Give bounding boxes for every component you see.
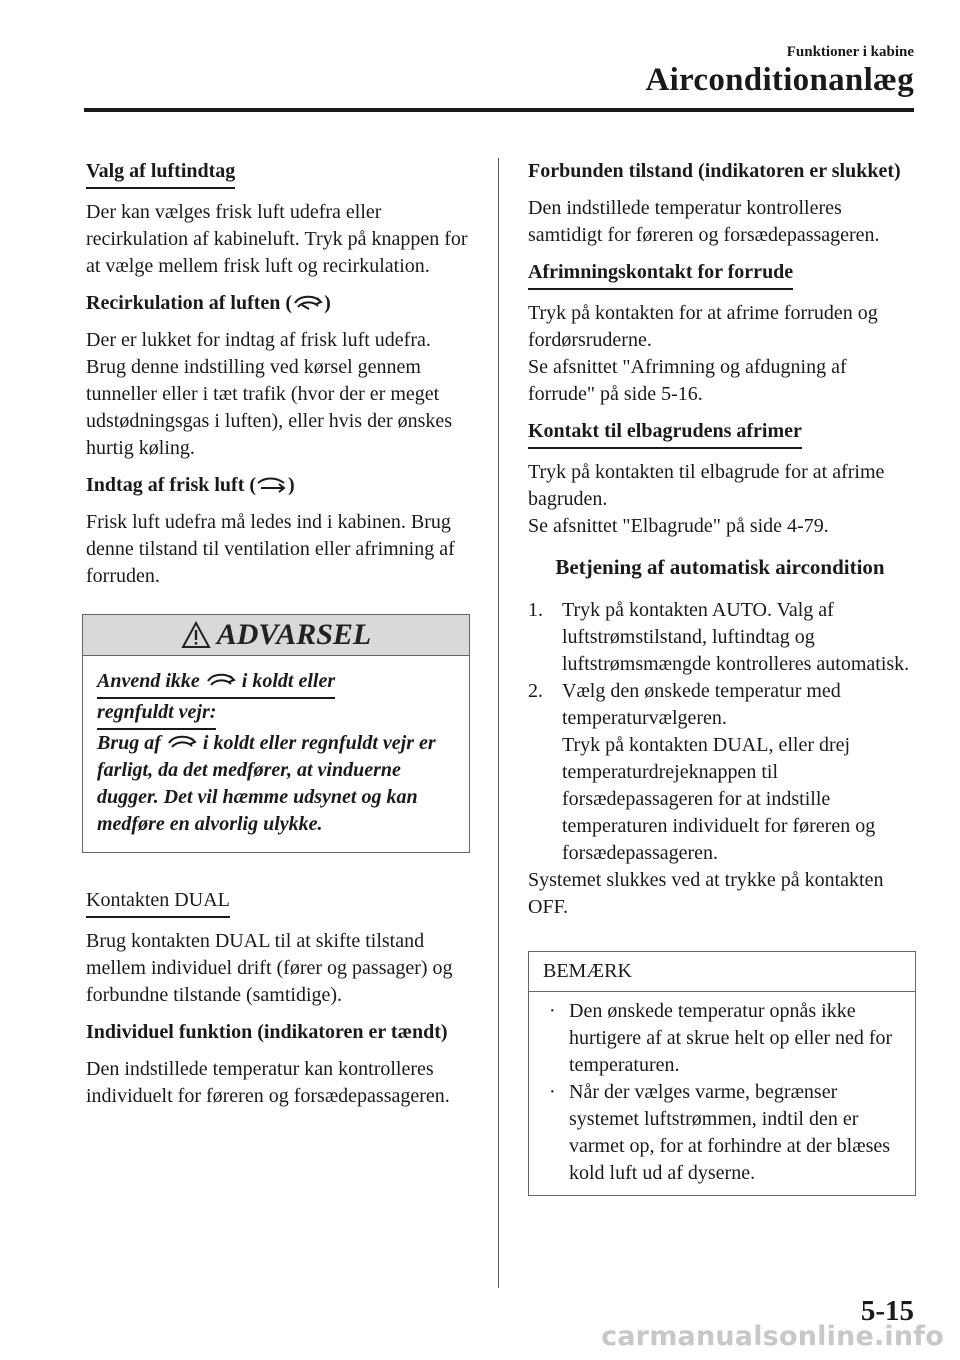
- heading-kontakten-dual: Kontakten DUAL: [86, 887, 470, 918]
- header-rule: [84, 108, 914, 112]
- paragraph-off: Systemet slukkes ved at trykke på kontakten OFF.: [528, 869, 884, 918]
- left-column: [86, 158, 470, 1120]
- warning-box: [82, 614, 470, 853]
- paragraph-recirkulation: Der er lukket for indtag af frisk luft udefra. Brug denne indstilling ved kørsel gennem tunneller eller i tæt trafik (hvor der er meget udstødningsgas i luften), eller hvis der ønskes hurtig køling.: [86, 329, 453, 459]
- paragraph-elbagrude-1: Tryk på kontakten til elbagrude for at afrime bagruden.: [528, 461, 885, 510]
- paragraph-individuel: Den indstillede temperatur kan kontrolleres individuelt for føreren og forsædepassageren.: [86, 1058, 450, 1107]
- warning-triangle-icon: [181, 621, 211, 649]
- column-divider: [498, 158, 499, 1288]
- page-number: 5-15: [860, 1295, 914, 1327]
- note-body: [529, 992, 915, 1195]
- page-title: Airconditionanlæg: [645, 62, 914, 98]
- right-column: [528, 158, 912, 1196]
- recirculation-icon: [205, 671, 237, 689]
- heading-elbagrude: Kontakt til elbagrudens afrimer: [528, 418, 912, 449]
- heading-individuel: Individuel funktion (indikatoren er tændt): [86, 1021, 448, 1043]
- heading-forbunden: Forbunden tilstand (indikatoren er slukket): [528, 160, 901, 182]
- warning-body: Anvend ikke i koldt eller regnfuldt vejr: Brug af i koldt eller regnfuldt vejr er farligt, da det medfører, at vinduerne dugger. Det vil hæmme udsynet og kan medføre en alvorlig ulykke.: [97, 670, 436, 835]
- heading-recirkulation: Recirkulation af luften ( ): [86, 292, 331, 314]
- heading-frisk-luft: Indtag af frisk luft ( ): [86, 474, 295, 496]
- note-box: [528, 951, 916, 1196]
- paragraph-valg: Der kan vælges frisk luft udefra eller recirkulation af kabineluft. Tryk på knappen for at vælge mellem frisk luft og recirkulation.: [86, 201, 468, 277]
- list-item: 1. Tryk på kontakten AUTO. Valg af luftstrømstilstand, luftindtag og luftstrømsmængde kontrolleres automatisk.: [528, 599, 910, 675]
- paragraph-forbunden: Den indstillede temperatur kontrolleres samtidigt for føreren og forsædepassageren.: [528, 197, 880, 246]
- heading-automatisk: Betjening af automatisk aircondition: [555, 555, 885, 579]
- list-item-continuation: Tryk på kontakten DUAL, eller drej temperaturdrejeknappen til forsædepassageren for at indstille temperaturen individuelt for føreren og forsædepassageren.: [562, 734, 876, 864]
- note-title: BEMÆRK: [529, 952, 915, 992]
- heading-valg-af-luftindtag: Valg af luftindtag: [86, 158, 470, 189]
- warning-title: ADVARSEL: [216, 618, 372, 651]
- list-item: 2. Vælg den ønskede temperatur med temperaturvælgeren.: [528, 680, 841, 729]
- note-bullet: · Den ønskede temperatur opnås ikke hurtigere af at skrue helt op eller ned for temperaturen.: [549, 1000, 893, 1076]
- recirculation-icon: [292, 293, 324, 311]
- numbered-list: [528, 597, 912, 867]
- heading-afrimning: Afrimningskontakt for forrude: [528, 259, 912, 290]
- paragraph-dual: Brug kontakten DUAL til at skifte tilstand mellem individuel drift (fører og passager) og forbundne tilstande (samtidige).: [86, 930, 453, 1006]
- paragraph-afrimning-2: Se afsnittet "Afrimning og afdugning af forrude" på side 5-16.: [528, 356, 847, 405]
- header-section-label: Funktioner i kabine: [786, 44, 914, 60]
- paragraph-elbagrude-2: Se afsnittet "Elbagrude" på side 4-79.: [528, 515, 829, 537]
- watermark: carmanualsonline.info: [601, 1321, 944, 1352]
- fresh-air-icon: [256, 475, 288, 493]
- paragraph-afrimning-1: Tryk på kontakten for at afrime forruden og fordørsruderne.: [528, 302, 878, 351]
- warning-header: [83, 615, 469, 656]
- paragraph-frisk-luft: Frisk luft udefra må ledes ind i kabinen. Brug denne tilstand til ventilation eller afrimning af forruden.: [86, 511, 455, 587]
- recirculation-icon: [166, 733, 198, 751]
- note-bullet: · Når der vælges varme, begrænser systemet luftstrømmen, indtil den er varmet op, for at forhindre at der blæses kold luft ud af dyserne.: [549, 1081, 891, 1184]
